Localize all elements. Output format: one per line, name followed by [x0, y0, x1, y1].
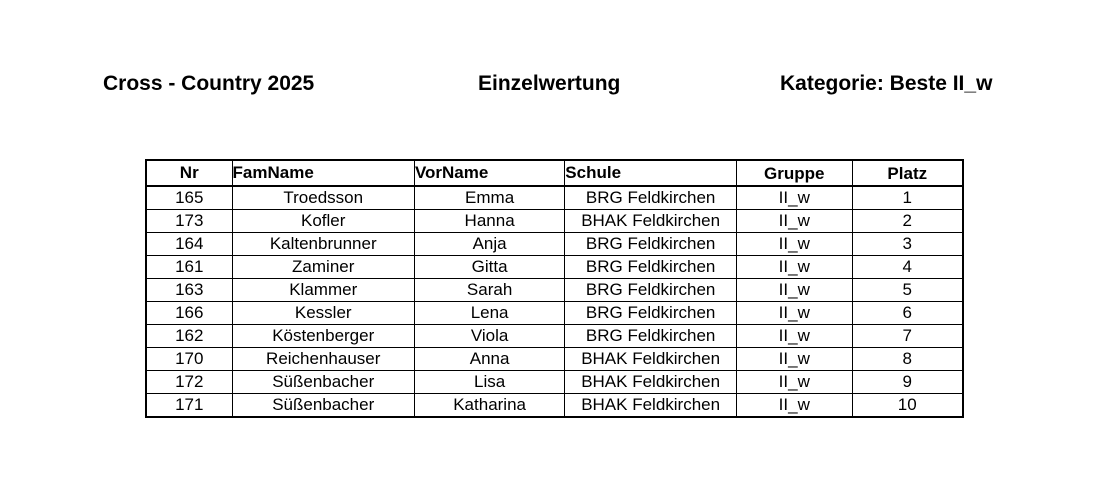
cell-schule: BHAK Feldkirchen	[565, 371, 737, 394]
column-header-gruppe: Gruppe	[737, 160, 853, 186]
cell-platz: 4	[852, 256, 963, 279]
cell-platz: 5	[852, 279, 963, 302]
cell-nr: 173	[146, 210, 232, 233]
cell-vorname: Katharina	[414, 394, 564, 418]
table-row	[146, 371, 963, 394]
cell-gruppe: II_w	[737, 186, 853, 210]
cell-gruppe: II_w	[737, 233, 853, 256]
cell-nr: 170	[146, 348, 232, 371]
cell-vorname: Anna	[414, 348, 564, 371]
cell-gruppe: II_w	[737, 279, 853, 302]
table-row	[146, 348, 963, 371]
table-row	[146, 325, 963, 348]
column-header-schule: Schule	[565, 160, 737, 186]
cell-famname: Kaltenbrunner	[232, 233, 414, 256]
ranking-type-title: Einzelwertung	[478, 72, 621, 95]
category-title: Kategorie: Beste II_w	[780, 72, 993, 95]
cell-famname: Kofler	[232, 210, 414, 233]
cell-vorname: Anja	[414, 233, 564, 256]
cell-nr: 172	[146, 371, 232, 394]
event-title: Cross - Country 2025	[103, 72, 315, 95]
cell-gruppe: II_w	[737, 325, 853, 348]
cell-schule: BHAK Feldkirchen	[565, 210, 737, 233]
cell-vorname: Lena	[414, 302, 564, 325]
column-header-platz: Platz	[852, 160, 963, 186]
table-row	[146, 210, 963, 233]
cell-schule: BRG Feldkirchen	[565, 325, 737, 348]
cell-vorname: Gitta	[414, 256, 564, 279]
cell-gruppe: II_w	[737, 210, 853, 233]
cell-nr: 166	[146, 302, 232, 325]
cell-gruppe: II_w	[737, 302, 853, 325]
cell-gruppe: II_w	[737, 348, 853, 371]
cell-platz: 2	[852, 210, 963, 233]
cell-schule: BRG Feldkirchen	[565, 302, 737, 325]
cell-platz: 8	[852, 348, 963, 371]
cell-platz: 6	[852, 302, 963, 325]
cell-nr: 163	[146, 279, 232, 302]
cell-vorname: Emma	[414, 186, 564, 210]
cell-platz: 1	[852, 186, 963, 210]
cell-famname: Süßenbacher	[232, 371, 414, 394]
cell-famname: Troedsson	[232, 186, 414, 210]
table-row	[146, 279, 963, 302]
cell-vorname: Sarah	[414, 279, 564, 302]
cell-platz: 10	[852, 394, 963, 418]
table-row	[146, 186, 963, 210]
table-row	[146, 256, 963, 279]
cell-nr: 165	[146, 186, 232, 210]
cell-schule: BRG Feldkirchen	[565, 256, 737, 279]
cell-platz: 3	[852, 233, 963, 256]
cell-nr: 161	[146, 256, 232, 279]
cell-gruppe: II_w	[737, 394, 853, 418]
results-table	[145, 159, 964, 418]
cell-famname: Süßenbacher	[232, 394, 414, 418]
cell-gruppe: II_w	[737, 256, 853, 279]
table-header-row	[146, 160, 963, 186]
cell-famname: Reichenhauser	[232, 348, 414, 371]
cell-nr: 162	[146, 325, 232, 348]
cell-schule: BHAK Feldkirchen	[565, 348, 737, 371]
cell-famname: Köstenberger	[232, 325, 414, 348]
cell-nr: 164	[146, 233, 232, 256]
cell-schule: BRG Feldkirchen	[565, 233, 737, 256]
cell-platz: 9	[852, 371, 963, 394]
table-row	[146, 233, 963, 256]
cell-famname: Zaminer	[232, 256, 414, 279]
table-row	[146, 394, 963, 418]
cell-platz: 7	[852, 325, 963, 348]
table-row	[146, 302, 963, 325]
cell-schule: BRG Feldkirchen	[565, 279, 737, 302]
cell-schule: BHAK Feldkirchen	[565, 394, 737, 418]
cell-famname: Klammer	[232, 279, 414, 302]
cell-vorname: Hanna	[414, 210, 564, 233]
cell-nr: 171	[146, 394, 232, 418]
column-header-vorname: VorName	[414, 160, 564, 186]
cell-gruppe: II_w	[737, 371, 853, 394]
cell-vorname: Lisa	[414, 371, 564, 394]
cell-famname: Kessler	[232, 302, 414, 325]
column-header-nr: Nr	[146, 160, 232, 186]
cell-schule: BRG Feldkirchen	[565, 186, 737, 210]
column-header-famname: FamName	[232, 160, 414, 186]
cell-vorname: Viola	[414, 325, 564, 348]
